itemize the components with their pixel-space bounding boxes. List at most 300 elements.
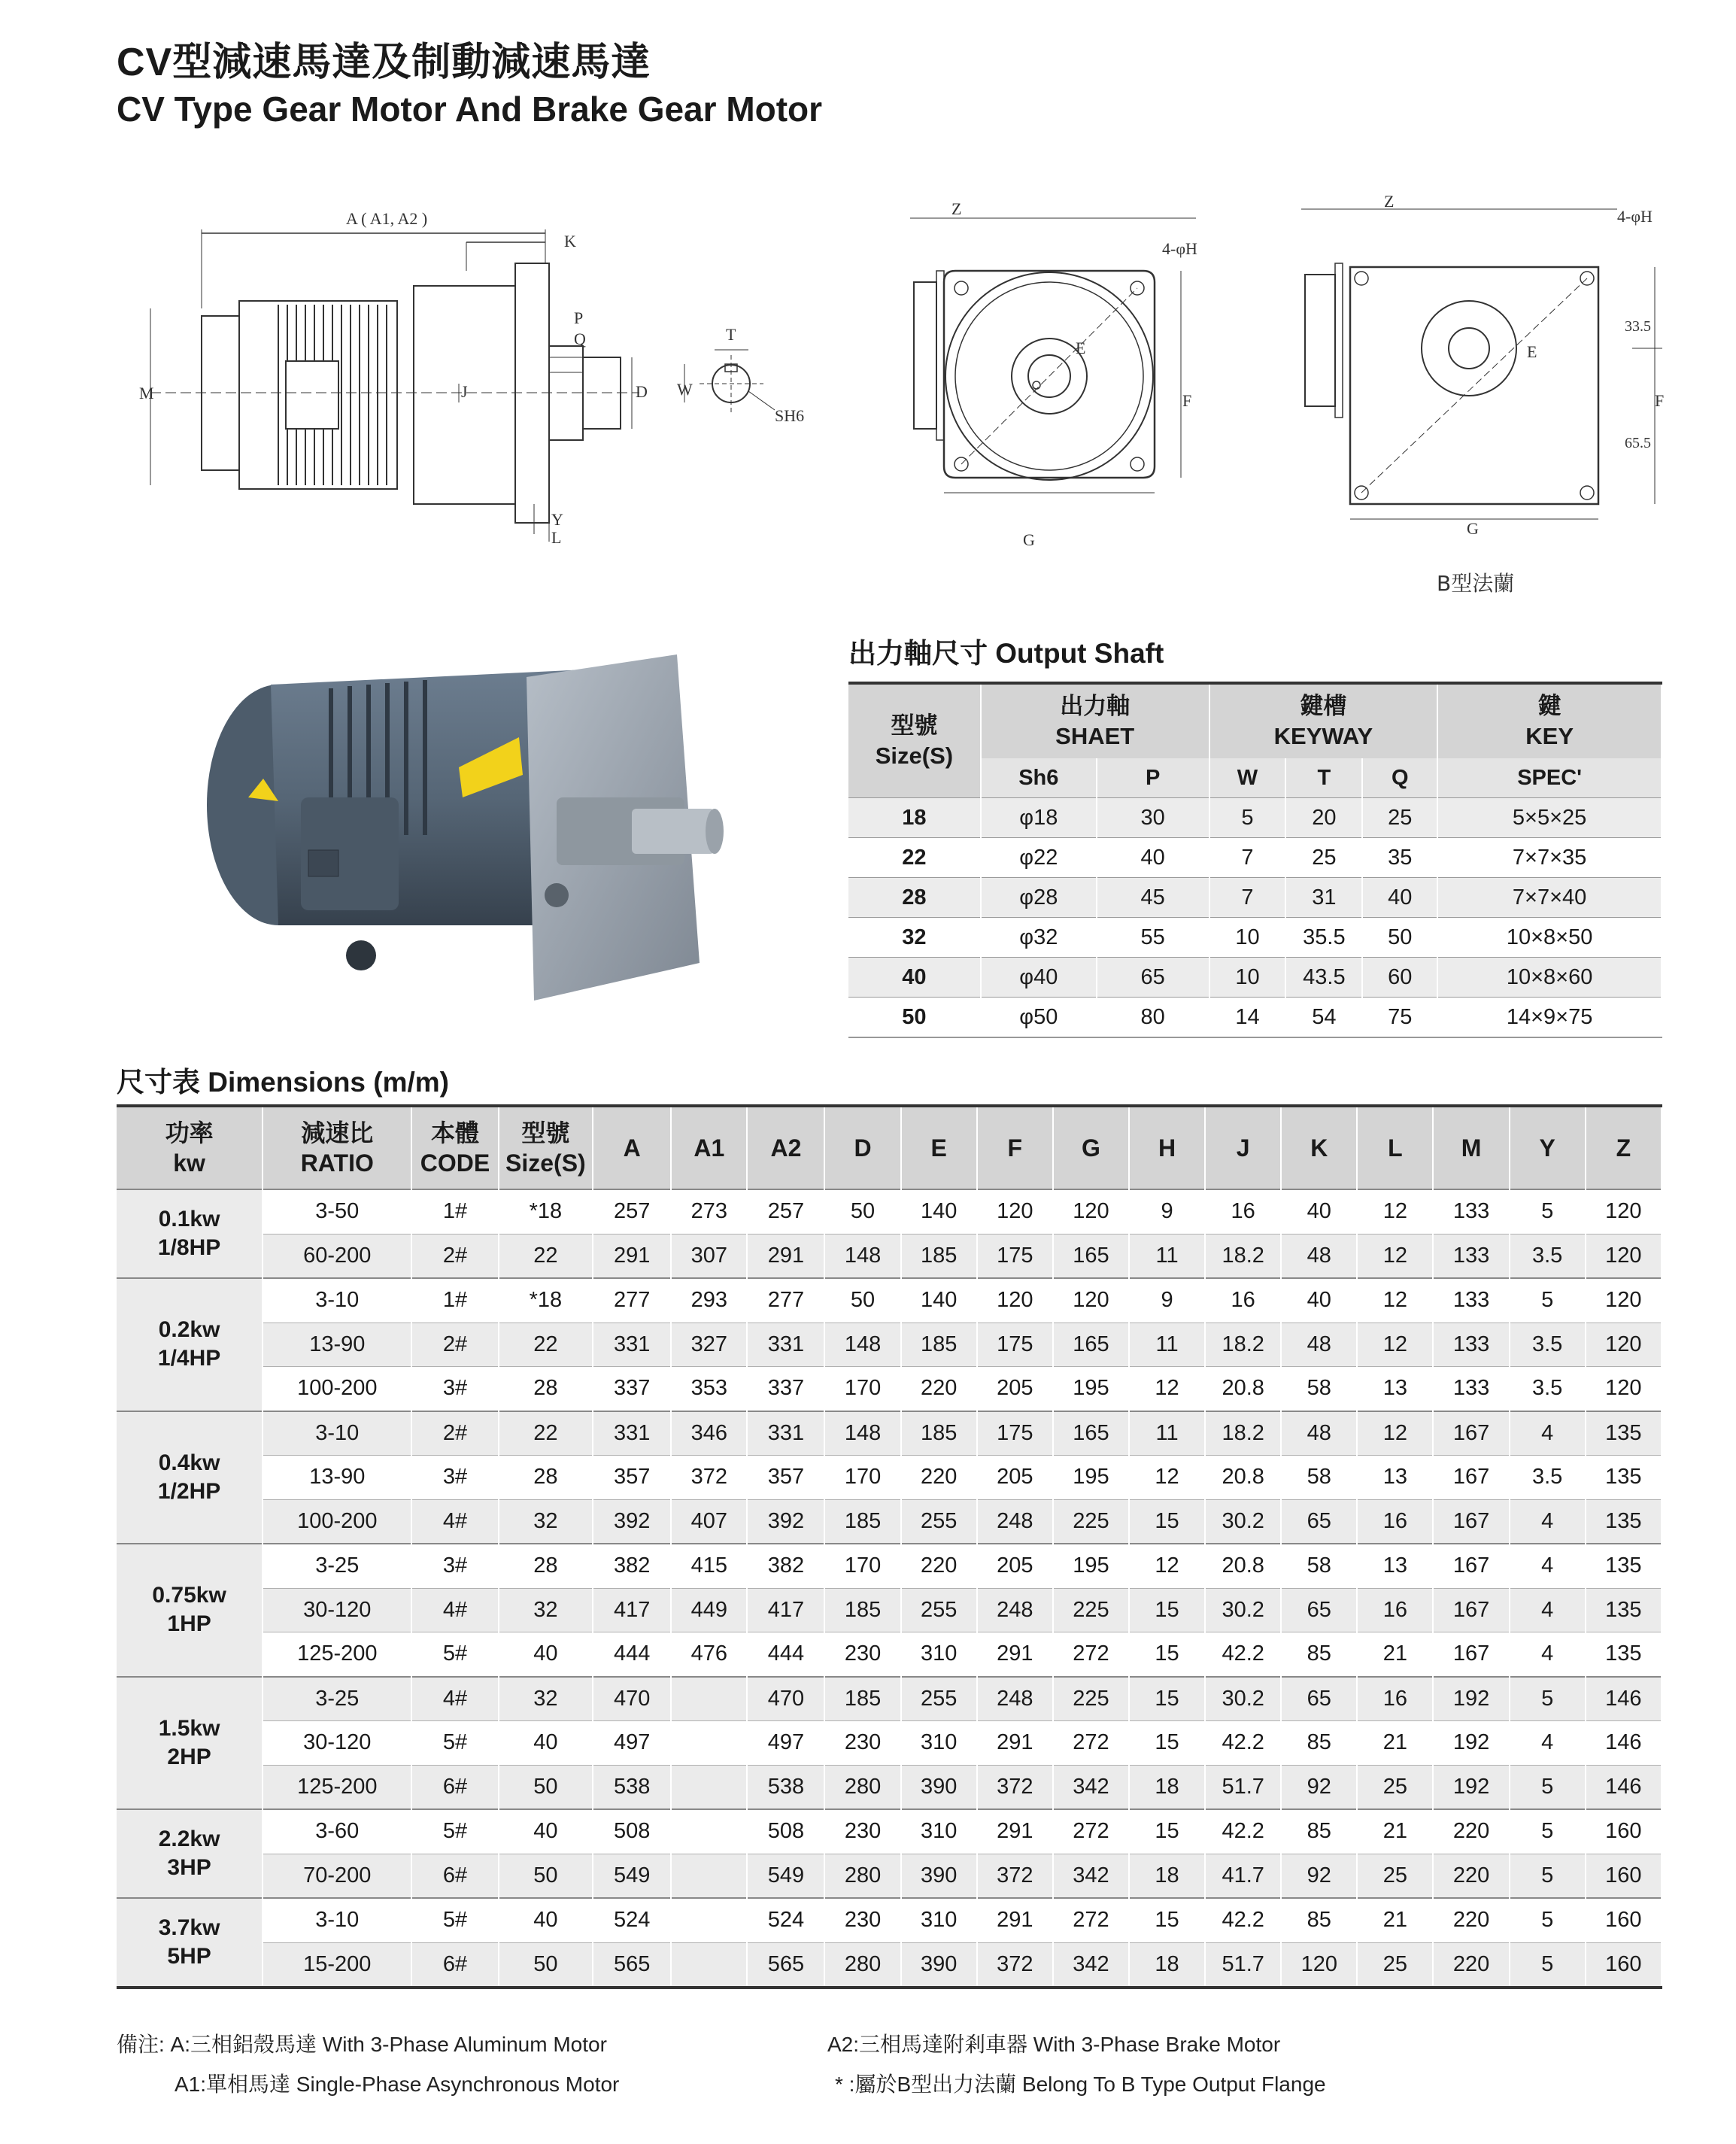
shaft-table-row (848, 878, 1662, 918)
shaft-section-drawing (684, 350, 775, 414)
dim-cell: 353 (671, 1367, 747, 1411)
dim-cell: 3.5 (1510, 1367, 1586, 1411)
dim-header-text: 減速比 (301, 1119, 374, 1146)
dim-cell: 160 (1586, 1898, 1662, 1942)
label-j: J (461, 382, 468, 401)
shaft-cell: 10 (1209, 958, 1286, 998)
dim-cell: 272 (1053, 1632, 1129, 1677)
dim-cell: 3-25 (263, 1544, 411, 1588)
shaft-cell: 43.5 (1285, 958, 1362, 998)
dim-cell: 170 (824, 1544, 900, 1588)
dim-cell: 230 (824, 1809, 900, 1854)
dim-table-row (117, 1721, 1662, 1766)
dim-cell: 337 (593, 1367, 671, 1411)
dim-cell: 310 (901, 1809, 977, 1854)
dim-table-row (117, 1278, 1662, 1323)
dim-cell: 357 (747, 1456, 824, 1500)
dim-cell: 120 (1053, 1189, 1129, 1234)
dim-cell: 16 (1357, 1499, 1433, 1544)
dim-cell: 2# (411, 1323, 498, 1367)
dim-cell: 135 (1586, 1588, 1662, 1632)
output-shaft-title: 出力軸尺寸 Output Shaft (848, 638, 1164, 669)
dim-cell: 40 (499, 1898, 593, 1942)
shaft-cell: 30 (1097, 798, 1209, 838)
dimensions-title: 尺寸表 Dimensions (m/m) (117, 1067, 449, 1098)
dim-cell: 140 (901, 1278, 977, 1323)
dim-cell: 42.2 (1205, 1809, 1281, 1854)
dim-cell: 40 (499, 1721, 593, 1766)
dim-cell: 11 (1129, 1323, 1205, 1367)
dim-cell: 51.7 (1205, 1765, 1281, 1809)
label-y: Y (551, 510, 563, 529)
dim-cell: 257 (593, 1189, 671, 1234)
label-a: A ( A1, A2 ) (346, 209, 428, 228)
shaft-header-keyway (1209, 683, 1438, 758)
dim-cell: 310 (901, 1898, 977, 1942)
dim-cell: 65 (1281, 1677, 1357, 1721)
dim-cell: 272 (1053, 1898, 1129, 1942)
dim-cell: 11 (1129, 1411, 1205, 1456)
dim-cell: 12 (1357, 1234, 1433, 1278)
shaft-cell: 40 (1362, 878, 1437, 918)
dim-cell: 85 (1281, 1632, 1357, 1677)
dim-cell: 42.2 (1205, 1632, 1281, 1677)
shaft-cell: φ22 (981, 838, 1097, 878)
dim-cell: 65 (1281, 1499, 1357, 1544)
dim-cell: 195 (1053, 1544, 1129, 1588)
power-kw: 0.1kw (158, 1207, 220, 1231)
dim-cell: 12 (1357, 1278, 1433, 1323)
power-group-cell (117, 1411, 263, 1544)
dim-header-cell (1053, 1106, 1129, 1189)
page-title-zh: CV型減速馬達及制動減速馬達 (117, 41, 651, 84)
dim-cell (671, 1809, 747, 1854)
technical-drawings (113, 188, 1685, 609)
dim-cell: 133 (1433, 1323, 1509, 1367)
dim-cell: 20.8 (1205, 1544, 1281, 1588)
shaft-cell: φ32 (981, 918, 1097, 958)
dim-cell: 549 (593, 1854, 671, 1898)
dim-cell: 51.7 (1205, 1942, 1281, 1988)
shaft-table-row (848, 998, 1662, 1038)
dim-cell: 372 (977, 1765, 1053, 1809)
dim-cell: 167 (1433, 1456, 1509, 1500)
dim-header-text: M (1461, 1134, 1482, 1162)
dim-cell: 167 (1433, 1632, 1509, 1677)
dim-cell: 220 (901, 1544, 977, 1588)
b-flange-drawing (1301, 209, 1665, 519)
dim-cell: 120 (1053, 1278, 1129, 1323)
dim-cell: 100-200 (263, 1499, 411, 1544)
dim-cell: 25 (1357, 1942, 1433, 1988)
dim-cell: 18 (1129, 1854, 1205, 1898)
dim-cell: 390 (901, 1942, 977, 1988)
shaft-cell: 14×9×75 (1437, 998, 1662, 1038)
dim-cell: 13 (1357, 1367, 1433, 1411)
dim-cell (671, 1677, 747, 1721)
dim-header-text: J (1236, 1134, 1250, 1162)
dim-cell: 248 (977, 1677, 1053, 1721)
shaft-cell: 7 (1209, 838, 1286, 878)
dim-cell: 70-200 (263, 1854, 411, 1898)
shaft-header-keyway-zh: 鍵槽 (1300, 693, 1347, 719)
dim-cell: 185 (824, 1588, 900, 1632)
dim-table-row (117, 1632, 1662, 1677)
dim-cell: 15 (1129, 1588, 1205, 1632)
dim-cell: 230 (824, 1632, 900, 1677)
power-kw: 2.2kw (158, 1827, 220, 1851)
dim-table-row (117, 1189, 1662, 1234)
power-group-cell (117, 1809, 263, 1898)
dim-cell: 310 (901, 1721, 977, 1766)
shaft-cell: 20 (1285, 798, 1362, 838)
dim-cell: 372 (977, 1942, 1053, 1988)
dim-cell: 65 (1281, 1588, 1357, 1632)
dim-cell: 22 (499, 1234, 593, 1278)
dim-cell: 18.2 (1205, 1323, 1281, 1367)
dim-cell: 50 (499, 1942, 593, 1988)
dim-cell: 192 (1433, 1677, 1509, 1721)
dim-cell: 185 (824, 1677, 900, 1721)
dim-cell: 342 (1053, 1765, 1129, 1809)
dim-cell: 16 (1205, 1278, 1281, 1323)
dim-cell: 28 (499, 1456, 593, 1500)
shaft-cell: 55 (1097, 918, 1209, 958)
dim-cell: 3-60 (263, 1809, 411, 1854)
label-e-b: E (1527, 342, 1537, 361)
shaft-cell: 75 (1362, 998, 1437, 1038)
dim-cell: 291 (977, 1721, 1053, 1766)
dim-cell: *18 (499, 1189, 593, 1234)
dim-cell: 277 (593, 1278, 671, 1323)
dim-cell: 40 (1281, 1189, 1357, 1234)
shaft-cell: φ40 (981, 958, 1097, 998)
dim-cell: 22 (499, 1323, 593, 1367)
dim-cell: 549 (747, 1854, 824, 1898)
dim-cell: 3-10 (263, 1898, 411, 1942)
dim-cell: 42.2 (1205, 1898, 1281, 1942)
power-kw: 0.75kw (152, 1583, 226, 1608)
dim-cell: 15 (1129, 1677, 1205, 1721)
shaft-cell: 5×5×25 (1437, 798, 1662, 838)
shaft-sub-header: T (1285, 758, 1362, 798)
dim-cell: 165 (1053, 1323, 1129, 1367)
dim-cell: 165 (1053, 1234, 1129, 1278)
dim-cell: 205 (977, 1367, 1053, 1411)
dim-header-text: Size(S) (505, 1149, 586, 1177)
dim-cell: 92 (1281, 1854, 1357, 1898)
dim-cell: 50 (499, 1854, 593, 1898)
dim-cell: 25 (1357, 1765, 1433, 1809)
dim-cell: 3# (411, 1456, 498, 1500)
label-4h-b: 4-φH (1617, 207, 1653, 226)
dim-cell: 30-120 (263, 1588, 411, 1632)
dim-cell: 175 (977, 1234, 1053, 1278)
dim-cell: 58 (1281, 1367, 1357, 1411)
dim-cell: 342 (1053, 1854, 1129, 1898)
dim-header-text: 本體 (431, 1119, 480, 1146)
dim-cell: 220 (901, 1456, 977, 1500)
dim-header-text: RATIO (300, 1149, 374, 1177)
dim-header-cell (901, 1106, 977, 1189)
shaft-cell: 65 (1097, 958, 1209, 998)
dim-cell (671, 1721, 747, 1766)
shaft-table-body (848, 798, 1662, 1038)
dim-cell: 15 (1129, 1499, 1205, 1544)
dim-header-text: F (1007, 1134, 1023, 1162)
dim-header-cell (1433, 1106, 1509, 1189)
dim-header-cell (1129, 1106, 1205, 1189)
dim-cell: 146 (1586, 1765, 1662, 1809)
dim-cell: 48 (1281, 1411, 1357, 1456)
dim-cell: 6# (411, 1765, 498, 1809)
dim-header-cell (671, 1106, 747, 1189)
dim-table-row (117, 1854, 1662, 1898)
dim-cell: 12 (1357, 1189, 1433, 1234)
shaft-sub-header: Sh6 (981, 758, 1097, 798)
dim-cell: 449 (671, 1588, 747, 1632)
dim-cell (671, 1765, 747, 1809)
dim-cell: 58 (1281, 1544, 1357, 1588)
dim-cell: 225 (1053, 1588, 1129, 1632)
dim-cell: 3.5 (1510, 1456, 1586, 1500)
dim-cell: 135 (1586, 1632, 1662, 1677)
dim-cell: 13-90 (263, 1456, 411, 1500)
dim-cell: 125-200 (263, 1632, 411, 1677)
dim-cell: 4# (411, 1499, 498, 1544)
shaft-header-shaft (981, 683, 1209, 758)
dim-cell: 293 (671, 1278, 747, 1323)
dim-header-cell (1357, 1106, 1433, 1189)
dim-cell: 195 (1053, 1367, 1129, 1411)
dim-table-row (117, 1765, 1662, 1809)
dim-cell: 135 (1586, 1544, 1662, 1588)
shaft-cell: 50 (1362, 918, 1437, 958)
dim-cell: 6# (411, 1942, 498, 1988)
dim-cell: 120 (1586, 1234, 1662, 1278)
dim-cell: 1# (411, 1278, 498, 1323)
shaft-cell: 7×7×40 (1437, 878, 1662, 918)
dim-cell: 175 (977, 1411, 1053, 1456)
shaft-cell: 40 (1097, 838, 1209, 878)
label-g-front: G (1023, 530, 1035, 549)
dim-cell: 167 (1433, 1588, 1509, 1632)
dim-cell: 5 (1510, 1898, 1586, 1942)
dim-cell: 3# (411, 1544, 498, 1588)
dim-cell: 22 (499, 1411, 593, 1456)
dim-cell: 120 (1586, 1367, 1662, 1411)
dim-header-cell (1510, 1106, 1586, 1189)
dim-cell: 148 (824, 1411, 900, 1456)
dim-cell: 48 (1281, 1234, 1357, 1278)
dim-cell: 205 (977, 1544, 1053, 1588)
shaft-table-row (848, 838, 1662, 878)
dim-cell: 135 (1586, 1499, 1662, 1544)
label-f-b: F (1655, 391, 1665, 410)
dim-cell: 415 (671, 1544, 747, 1588)
dim-cell: 390 (901, 1854, 977, 1898)
note-a: 備注: A:三相鋁殼馬達 With 3-Phase Aluminum Motor (117, 2033, 607, 2056)
dim-header-text: 功率 (165, 1119, 214, 1146)
label-l: L (551, 528, 562, 547)
dim-header-cell (411, 1106, 498, 1189)
label-4h-front: 4-φH (1162, 239, 1197, 258)
dim-cell: 170 (824, 1456, 900, 1500)
dim-cell: 337 (747, 1367, 824, 1411)
dim-cell: 16 (1357, 1588, 1433, 1632)
dim-cell: 165 (1053, 1411, 1129, 1456)
shaft-cell: 40 (848, 958, 981, 998)
dim-cell: 6# (411, 1854, 498, 1898)
dim-cell: 357 (593, 1456, 671, 1500)
dim-header-text: K (1310, 1134, 1328, 1162)
dim-cell: 255 (901, 1588, 977, 1632)
dim-cell: 407 (671, 1499, 747, 1544)
dim-header-cell (117, 1106, 263, 1189)
shaft-cell: 10 (1209, 918, 1286, 958)
dim-cell: 18 (1129, 1765, 1205, 1809)
dim-cell: 133 (1433, 1189, 1509, 1234)
shaft-header-key (1437, 683, 1662, 758)
dim-cell: 331 (593, 1323, 671, 1367)
dim-cell: 3-25 (263, 1677, 411, 1721)
dim-table-row (117, 1588, 1662, 1632)
b-flange-caption: B型法蘭 (1437, 571, 1515, 596)
dim-cell: 220 (1433, 1898, 1509, 1942)
dim-cell: 133 (1433, 1234, 1509, 1278)
shaft-cell: φ28 (981, 878, 1097, 918)
dim-table-body (117, 1189, 1662, 1988)
dimensions-table (117, 1104, 1662, 1989)
dim-header-cell (824, 1106, 900, 1189)
label-m: M (139, 384, 154, 402)
dim-cell: 12 (1357, 1411, 1433, 1456)
shaft-cell: 32 (848, 918, 981, 958)
dim-table-row (117, 1367, 1662, 1411)
dim-cell: 167 (1433, 1411, 1509, 1456)
power-kw: 3.7kw (158, 1915, 220, 1940)
dim-cell: 160 (1586, 1809, 1662, 1854)
dim-cell: 565 (747, 1942, 824, 1988)
dim-cell: 30.2 (1205, 1499, 1281, 1544)
dim-cell: 133 (1433, 1367, 1509, 1411)
dim-cell: 291 (593, 1234, 671, 1278)
shaft-header-size-zh: 型號 (891, 712, 938, 739)
dim-cell: 135 (1586, 1456, 1662, 1500)
power-group-cell (117, 1677, 263, 1810)
dim-cell: 5 (1510, 1677, 1586, 1721)
dim-header-text: L (1388, 1134, 1403, 1162)
dim-cell: 5# (411, 1809, 498, 1854)
dim-header-cell (263, 1106, 411, 1189)
dim-cell: 248 (977, 1499, 1053, 1544)
label-t: T (726, 325, 736, 344)
dim-header-cell (593, 1106, 671, 1189)
dim-cell: 25 (1357, 1854, 1433, 1898)
dim-header-text: D (854, 1134, 872, 1162)
dim-cell: 3-50 (263, 1189, 411, 1234)
motor-product-image (181, 647, 752, 1023)
shaft-cell: 14 (1209, 998, 1286, 1038)
dim-cell: 291 (977, 1632, 1053, 1677)
label-w: W (677, 380, 693, 399)
shaft-header-size (848, 683, 981, 798)
dim-cell: 342 (1053, 1942, 1129, 1988)
dim-cell: 382 (593, 1544, 671, 1588)
dim-cell: 195 (1053, 1456, 1129, 1500)
shaft-sub-header: W (1209, 758, 1286, 798)
dim-cell: 20.8 (1205, 1367, 1281, 1411)
shaft-cell: 45 (1097, 878, 1209, 918)
power-hp: 5HP (167, 1944, 211, 1969)
power-hp: 1/2HP (157, 1478, 221, 1504)
dim-cell: 13 (1357, 1456, 1433, 1500)
power-group-cell (117, 1278, 263, 1411)
dim-cell: 4 (1510, 1499, 1586, 1544)
label-sh6: SH6 (775, 406, 805, 425)
dim-cell: 85 (1281, 1721, 1357, 1766)
label-d: D (636, 382, 648, 401)
dim-cell: 167 (1433, 1499, 1509, 1544)
dim-cell: 40 (499, 1809, 593, 1854)
shaft-cell: 22 (848, 838, 981, 878)
dim-cell: 225 (1053, 1499, 1129, 1544)
dim-cell: 291 (977, 1898, 1053, 1942)
dim-cell: 185 (901, 1234, 977, 1278)
dim-cell (671, 1942, 747, 1988)
power-group-cell (117, 1898, 263, 1988)
dim-table-row (117, 1544, 1662, 1588)
dim-cell: 5 (1510, 1189, 1586, 1234)
dim-cell: 32 (499, 1677, 593, 1721)
dim-cell: 524 (593, 1898, 671, 1942)
dim-cell (671, 1898, 747, 1942)
dim-cell: 175 (977, 1323, 1053, 1367)
page-title-en: CV Type Gear Motor And Brake Gear Motor (117, 90, 823, 129)
dim-cell: 497 (747, 1721, 824, 1766)
dim-cell: 2# (411, 1234, 498, 1278)
dim-cell: 120 (1281, 1942, 1357, 1988)
dim-cell: 4 (1510, 1721, 1586, 1766)
dim-cell: 3-10 (263, 1411, 411, 1456)
shaft-header-keyway-en: KEYWAY (1273, 723, 1373, 749)
dim-header-text: A (623, 1134, 641, 1162)
dim-cell: 392 (747, 1499, 824, 1544)
dim-cell: 417 (747, 1588, 824, 1632)
dim-header-text: Z (1616, 1134, 1631, 1162)
dim-cell: 5# (411, 1898, 498, 1942)
power-group-cell (117, 1544, 263, 1677)
dim-cell: 5 (1510, 1942, 1586, 1988)
dim-cell: 280 (824, 1854, 900, 1898)
dim-cell: 205 (977, 1456, 1053, 1500)
dim-cell: 30.2 (1205, 1677, 1281, 1721)
dim-cell: 5# (411, 1632, 498, 1677)
dim-cell: *18 (499, 1278, 593, 1323)
dim-cell: 5 (1510, 1278, 1586, 1323)
side-view-drawing (150, 229, 639, 542)
shaft-cell: 25 (1285, 838, 1362, 878)
dim-table-row (117, 1809, 1662, 1854)
dim-cell: 220 (1433, 1942, 1509, 1988)
dim-cell: 230 (824, 1721, 900, 1766)
dim-cell: 4# (411, 1588, 498, 1632)
dim-cell: 12 (1129, 1544, 1205, 1588)
shaft-header-size-en: Size(S) (875, 743, 954, 769)
dim-cell: 20.8 (1205, 1456, 1281, 1500)
dim-cell: 444 (593, 1632, 671, 1677)
dim-cell: 133 (1433, 1278, 1509, 1323)
